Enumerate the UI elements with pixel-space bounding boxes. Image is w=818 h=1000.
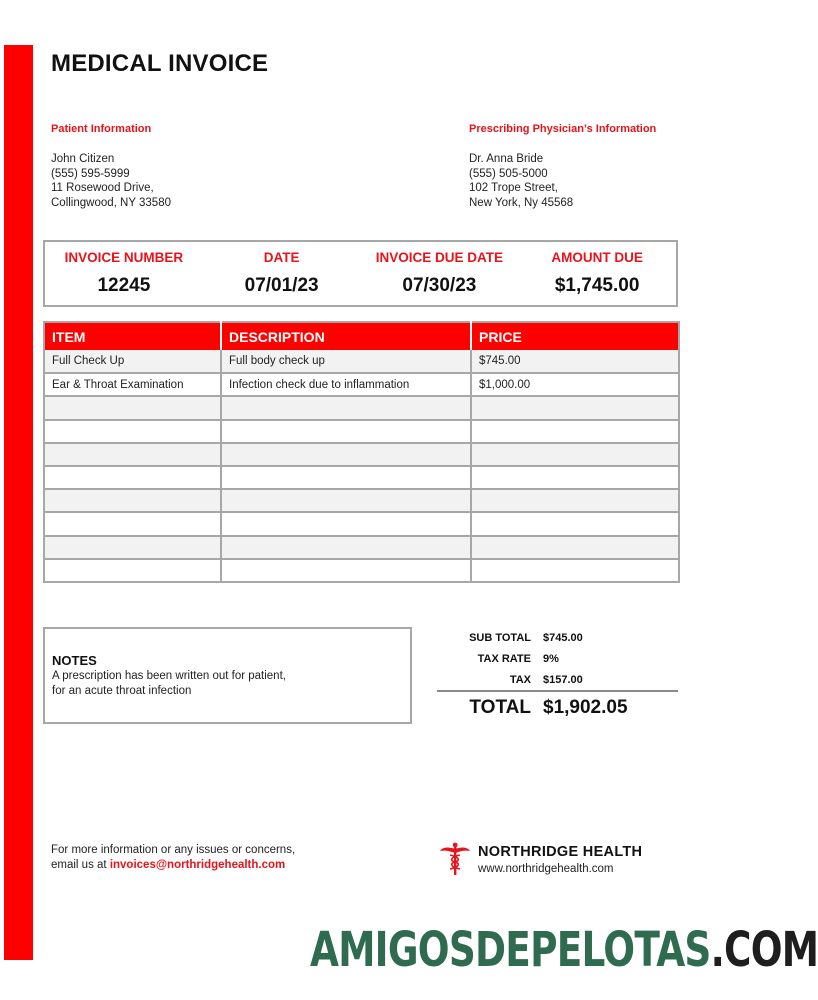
physician-city: New York, Ny 45568 (469, 196, 574, 209)
table-row (44, 420, 679, 443)
amount-due-label: AMOUNT DUE (551, 250, 643, 265)
description-cell: Full body check up (221, 350, 471, 373)
price-cell (471, 396, 679, 419)
item-cell (44, 396, 221, 419)
invoice-number-label: INVOICE NUMBER (64, 250, 184, 265)
footer-contact (51, 843, 295, 873)
price-cell (471, 466, 679, 489)
footer-line: For more information or any issues or concerns, (51, 844, 296, 856)
table-row (44, 396, 679, 419)
total-value: $1,902.05 (543, 697, 628, 718)
watermark (310, 922, 818, 982)
tax-rate-row (437, 648, 678, 669)
watermark-main: AMIGOSDEPELOTAS (310, 922, 711, 978)
patient-phone: (555) 595-5999 (51, 167, 130, 180)
description-cell (221, 489, 471, 512)
physician-name: Dr. Anna Bride (469, 153, 544, 165)
accent-bar (4, 45, 33, 960)
amount-due-value: $1,745.00 (554, 275, 640, 296)
description-cell: Infection check due to inflammation (221, 373, 471, 396)
physician-info (469, 152, 573, 210)
tax-row (437, 669, 678, 690)
due-date-value: 07/30/23 (402, 275, 477, 296)
footer-email-prefix: email us at (51, 859, 110, 871)
price-cell (471, 512, 679, 535)
price-cell: $745.00 (471, 350, 679, 373)
description-cell (221, 420, 471, 443)
table-row (44, 536, 679, 559)
sub-total-label: SUB TOTAL (469, 631, 531, 644)
item-cell (44, 559, 221, 582)
patient-info-label: Patient Information (51, 123, 152, 135)
description-cell (221, 443, 471, 466)
notes-line: for an acute throat infection (52, 684, 192, 697)
physician-info-label: Prescribing Physician’s Information (469, 123, 657, 135)
totals-block (437, 627, 678, 724)
tax-label: TAX (509, 673, 531, 686)
header-item: ITEM (44, 322, 221, 350)
footer-email-link[interactable]: invoices@northridgehealth.com (109, 859, 286, 871)
header-description: DESCRIPTION (221, 322, 471, 350)
date-cell (203, 242, 361, 305)
invoice-number-cell (45, 242, 203, 305)
tax-rate-value: 9% (543, 652, 559, 665)
description-cell (221, 466, 471, 489)
notes-box (43, 627, 412, 724)
price-cell (471, 443, 679, 466)
total-label: TOTAL (469, 697, 531, 718)
items-table (43, 321, 680, 583)
table-row (44, 350, 679, 373)
description-cell (221, 536, 471, 559)
notes-line: A prescription has been written out for patient, (52, 670, 286, 682)
invoice-summary (43, 240, 678, 307)
brand-url[interactable]: www.northridgehealth.com (478, 863, 614, 875)
item-cell: Full Check Up (44, 350, 221, 373)
item-cell: Ear & Throat Examination (44, 373, 221, 396)
table-row (44, 466, 679, 489)
date-label: DATE (263, 250, 300, 265)
item-cell (44, 536, 221, 559)
description-cell (221, 559, 471, 582)
patient-info (51, 152, 171, 210)
item-cell (44, 512, 221, 535)
header-price: PRICE (471, 322, 679, 350)
brand-name: NORTHRIDGE HEALTH (478, 844, 643, 860)
document-title: MEDICAL INVOICE (51, 50, 269, 77)
date-value: 07/01/23 (244, 275, 319, 296)
price-cell (471, 420, 679, 443)
footer-email-line (51, 858, 295, 873)
table-row (44, 559, 679, 582)
table-row (44, 443, 679, 466)
item-cell (44, 466, 221, 489)
invoice-number-value: 12245 (97, 275, 151, 296)
patient-name: John Citizen (51, 153, 115, 165)
caduceus-icon (440, 842, 470, 876)
table-row (44, 489, 679, 512)
price-cell (471, 489, 679, 512)
item-cell (44, 443, 221, 466)
table-row (44, 373, 679, 396)
items-header-row (44, 322, 679, 350)
patient-city: Collingwood, NY 33580 (51, 196, 171, 209)
watermark-tld: .COM (710, 922, 818, 978)
sub-total-row (437, 627, 678, 648)
due-date-cell (361, 242, 519, 305)
price-cell (471, 536, 679, 559)
table-row (44, 512, 679, 535)
price-cell: $1,000.00 (471, 373, 679, 396)
total-row (437, 692, 678, 724)
due-date-label: INVOICE DUE DATE (375, 250, 503, 265)
amount-due-cell (518, 242, 676, 305)
item-cell (44, 489, 221, 512)
tax-rate-label: TAX RATE (477, 652, 531, 665)
patient-street: 11 Rosewood Drive, (51, 182, 154, 195)
sub-total-value: $745.00 (543, 631, 583, 644)
description-cell (221, 512, 471, 535)
physician-phone: (555) 505-5000 (469, 167, 548, 180)
tax-value: $157.00 (543, 673, 583, 686)
physician-street: 102 Trope Street, (469, 182, 558, 195)
price-cell (471, 559, 679, 582)
notes-heading: NOTES (52, 653, 97, 668)
item-cell (44, 420, 221, 443)
description-cell (221, 396, 471, 419)
